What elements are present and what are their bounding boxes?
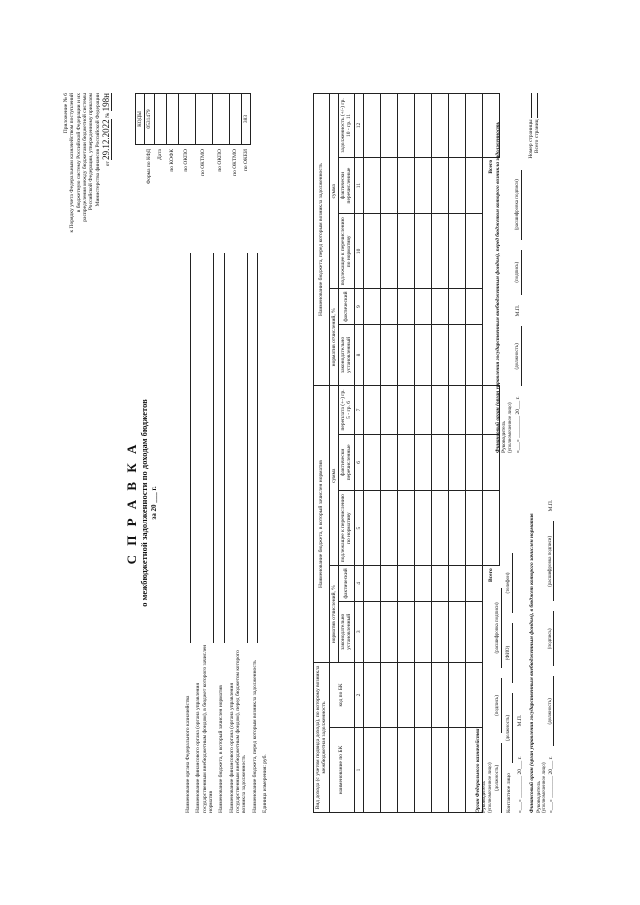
header-cell: законодательно установленный [338, 601, 354, 662]
signature-field[interactable]: (подпись) [515, 249, 522, 294]
column-number: 3 [354, 601, 363, 662]
table-cell[interactable] [448, 93, 465, 157]
header-cell: фактически перечисленные [338, 434, 354, 490]
contact-label: Контактное лицо [506, 772, 513, 813]
table-cell[interactable] [363, 662, 380, 727]
org-finance-1: Финансовый орган (орган управления государственным внебюджетным фондом), в бюджет которого зачислен норматив [529, 512, 536, 813]
table-cell[interactable] [448, 662, 465, 727]
table-cell[interactable] [414, 213, 431, 288]
table-cell[interactable] [363, 385, 380, 433]
column-number: 1 [354, 727, 363, 812]
code-cell[interactable] [229, 93, 241, 144]
field-input[interactable] [229, 253, 248, 643]
page-total-label: Всего страниц [534, 118, 541, 153]
table-cell[interactable] [380, 93, 397, 157]
table-cell[interactable] [363, 727, 380, 812]
header-cell: норматив отчислений, % [329, 565, 338, 662]
table-cell[interactable] [414, 662, 431, 727]
header-cell: подлежащее к перечислению по нормативу [338, 490, 354, 565]
codes-label: по КОФК [168, 148, 175, 172]
head-label: Руководитель [535, 780, 542, 813]
table-cell[interactable] [448, 213, 465, 288]
code-cell[interactable] [195, 93, 212, 144]
header-cell: сумма [329, 93, 338, 288]
table-cell[interactable] [431, 601, 448, 662]
table-cell[interactable] [448, 324, 465, 385]
rotated-form [55, 53, 585, 853]
field-label: Наименование бюджета, в который зачислен норматив [218, 684, 225, 813]
table-cell[interactable] [397, 213, 414, 288]
table-cell[interactable] [448, 385, 465, 433]
codes-label: по ОКПО [183, 148, 190, 172]
debt-table [313, 93, 500, 813]
header-cell: сумма [329, 385, 338, 565]
field-input[interactable] [252, 253, 258, 643]
codes-label: по ОКТМО [231, 148, 238, 176]
table-cell[interactable] [414, 565, 431, 600]
page-num-label: Номер страницы [528, 118, 535, 159]
head-label: Руководитель [501, 420, 508, 453]
table-cell[interactable] [397, 157, 414, 213]
appendix-line: Российской Федерации, утвержденному приказом [88, 92, 95, 210]
column-number: 4 [354, 565, 363, 600]
table-cell[interactable] [448, 601, 465, 662]
table-cell[interactable] [380, 727, 397, 812]
column-number: 9 [354, 288, 363, 323]
table-cell[interactable] [414, 93, 431, 157]
appendix-date: 29.12.2022 [100, 118, 111, 160]
table-cell[interactable] [431, 157, 448, 213]
header-cell: Наименование бюджета, в который зачислен норматив [314, 385, 330, 662]
date-field[interactable]: «___» ________ 20___ г. [547, 755, 554, 813]
table-cell[interactable] [448, 565, 465, 600]
table-cell[interactable] [414, 601, 431, 662]
table-cell[interactable] [380, 662, 397, 727]
table-cell[interactable] [448, 157, 465, 213]
date-field[interactable]: «___» ________ 20___ г. [516, 755, 523, 813]
decode-field[interactable]: (расшифровка подписи) [495, 588, 502, 668]
table-cell[interactable] [397, 288, 414, 323]
table-cell[interactable] [363, 157, 380, 213]
column-number: 2 [354, 662, 363, 727]
table-cell[interactable] [431, 490, 448, 565]
header-cell: Наименование бюджета, перед которым возникла задолженность [314, 93, 330, 385]
table-cell[interactable] [380, 601, 397, 662]
mp-stamp: М.П. [516, 714, 523, 726]
header-cell: Вид дохода (с учетом подвида дохода), по которому возникла межбюджетная задолженность [314, 662, 330, 812]
document-period: за 20 ___ г. [149, 485, 158, 520]
table-cell[interactable] [414, 288, 431, 323]
header-cell: фактически перечисленные [338, 157, 354, 213]
table-cell[interactable] [431, 324, 448, 385]
mp-stamp: М.П. [547, 499, 554, 511]
table-cell[interactable] [397, 662, 414, 727]
field-label: Наименование органа Федерального казначейства [185, 695, 191, 813]
fio-field[interactable]: (ФИО) [506, 623, 513, 683]
table-cell[interactable] [414, 727, 431, 812]
table-cell[interactable] [431, 727, 448, 812]
table-cell[interactable] [363, 490, 380, 565]
decode-field[interactable]: (расшифровка подписи) [548, 521, 555, 601]
mp-stamp: М.П. [515, 304, 522, 316]
title-block [125, 313, 158, 693]
page-total-field[interactable] [537, 93, 538, 118]
signatures-right [495, 93, 541, 453]
table-cell[interactable] [380, 385, 397, 433]
table-cell[interactable] [397, 385, 414, 433]
table-row [380, 93, 397, 812]
table-cell[interactable] [363, 93, 380, 157]
sign-line [548, 93, 555, 813]
table-cell[interactable] [431, 213, 448, 288]
table-row [431, 93, 448, 812]
table-cell[interactable] [397, 324, 414, 385]
head-sub: (уполномоченное лицо) [507, 401, 513, 453]
code-cell[interactable] [166, 93, 178, 144]
position-field[interactable]: (должность) [506, 693, 513, 763]
appendix-line: распределения между бюджетами бюджетной системы [81, 92, 88, 222]
total-label: Всего [487, 567, 494, 582]
table-cell[interactable] [414, 434, 431, 490]
header-cell: норматив отчислений, % [329, 288, 338, 385]
decode-field[interactable]: (расшифровка подписи) [515, 169, 522, 239]
head-sub: (уполномоченное лицо) [487, 761, 493, 813]
table-cell[interactable] [363, 324, 380, 385]
table-cell[interactable] [397, 93, 414, 157]
date-field[interactable]: «___» ________ 20___ г. [515, 395, 522, 453]
header-cell: фактический [338, 565, 354, 600]
table-cell[interactable] [380, 213, 397, 288]
codes-table [135, 93, 251, 185]
field-input[interactable] [218, 253, 224, 643]
table-cell[interactable] [414, 157, 431, 213]
codes-label: Форма по КФД [146, 148, 153, 184]
table-cell[interactable] [448, 434, 465, 490]
column-number: 11 [354, 157, 363, 213]
appendix-number: 198н [100, 92, 111, 111]
appendix-header [63, 93, 111, 353]
table-row [448, 93, 465, 812]
table-cell[interactable] [431, 662, 448, 727]
header-cell: переплата (+-) гр. 5 - гр. 6 [338, 385, 354, 433]
table-cell[interactable] [431, 385, 448, 433]
number-prefix: № [104, 112, 111, 118]
document-subtitle: о межбюджетной задолженности по доходам бюджетов [138, 398, 149, 607]
code-cell[interactable] [178, 93, 195, 144]
org-federal-treasury: Орган Федерального казначейства [475, 728, 481, 813]
page-num-field[interactable] [531, 93, 532, 118]
phone-field[interactable]: (телефон) [506, 553, 513, 613]
table-cell[interactable] [380, 324, 397, 385]
table-cell[interactable] [380, 434, 397, 490]
table-row [414, 93, 431, 812]
codes-header: КОДЫ [136, 93, 145, 144]
table-cell[interactable] [397, 601, 414, 662]
field-labels [185, 253, 268, 813]
codes-label: Дата [156, 148, 163, 160]
signature-field[interactable]: (подпись) [548, 611, 555, 666]
table-cell[interactable] [414, 385, 431, 433]
table-cell[interactable] [397, 727, 414, 812]
table-cell[interactable] [397, 565, 414, 600]
table-cell[interactable] [363, 213, 380, 288]
table-cell[interactable] [397, 490, 414, 565]
codes-label: по ОКТМО [200, 148, 207, 176]
appendix-line: к Порядку учета Федеральным казначейством поступлений [69, 92, 76, 232]
table-row [363, 93, 380, 812]
table-cell[interactable] [380, 490, 397, 565]
field-label: Наименование финансового органа (органа управления государственным внебюджетным фондом), перед бюджетом которого возникла задолженность [228, 649, 248, 813]
table-cell[interactable] [363, 565, 380, 600]
position-field[interactable]: (должность) [495, 743, 502, 813]
org-finance-2: Финансовый орган (орган управления государственным внебюджетным фондом), перед бюджетом которого возникла задолженность [495, 121, 501, 453]
field-input[interactable] [185, 253, 191, 643]
column-number: 7 [354, 385, 363, 433]
page-count [528, 93, 541, 453]
table-cell[interactable] [431, 93, 448, 157]
appendix-line: Министерства финансов Российской Федерации [94, 92, 101, 206]
table-cell[interactable] [380, 565, 397, 600]
head-sub: (уполномоченное лицо) [541, 761, 547, 813]
code-cell[interactable] [212, 93, 229, 144]
table-cell[interactable] [380, 157, 397, 213]
header-cell: наименование по БК [329, 727, 354, 812]
field-label: Единица измерения: руб. [261, 753, 268, 813]
field-label: Наименование финансового органа (органа управления государственным внебюджетным фондом), в бюджет которого зачислен норматив [195, 644, 214, 813]
position-field[interactable]: (должность) [548, 676, 555, 746]
table-cell[interactable] [431, 288, 448, 323]
table-cell[interactable] [363, 601, 380, 662]
appendix-line: Приложение № 6 [63, 92, 69, 133]
signature-field[interactable]: (подпись) [495, 678, 502, 733]
form-code: 0531479 [145, 93, 154, 144]
table-cell[interactable] [448, 490, 465, 565]
table-cell[interactable] [431, 565, 448, 600]
table-cell[interactable] [363, 288, 380, 323]
header-cell: фактический [338, 288, 354, 323]
codes-label: по ОКЕИ [242, 148, 249, 171]
table-row [397, 93, 414, 812]
position-field[interactable]: (должность) [515, 326, 522, 386]
header-cell: задолженность (+/-) гр. 10 - гр. 11 [338, 93, 354, 157]
table-cell[interactable] [448, 288, 465, 323]
column-number: 6 [354, 434, 363, 490]
head-label: Руководитель [481, 780, 488, 813]
column-number: 5 [354, 490, 363, 565]
header-cell: подлежащее к перечислению по нормативу [338, 213, 354, 288]
codes-label: по ОКПО [217, 148, 224, 172]
total-label: Всего [487, 159, 494, 174]
appendix-date-line [101, 93, 111, 353]
document-title: С П Р А В К А [124, 441, 139, 564]
table-cell[interactable] [397, 434, 414, 490]
header-cell: законодательно установленный [338, 324, 354, 385]
okei-code: 383 [241, 93, 250, 144]
code-cell[interactable] [154, 93, 166, 144]
column-number: 12 [354, 93, 363, 157]
table-cell[interactable] [448, 727, 465, 812]
sign-line [515, 93, 522, 453]
table-cell[interactable] [431, 434, 448, 490]
field-input[interactable] [195, 253, 214, 643]
field-label: Наименование бюджета, перед которым возникла задолженность [251, 659, 258, 813]
date-prefix: от [104, 160, 111, 166]
table-cell[interactable] [363, 434, 380, 490]
table-cell[interactable] [414, 490, 431, 565]
column-number: 8 [354, 324, 363, 385]
table-cell[interactable] [380, 288, 397, 323]
header-cell: код по БК [329, 662, 354, 727]
appendix-line: в бюджетную систему Российской Федерации и их [75, 92, 82, 212]
column-number: 10 [354, 213, 363, 288]
table-cell[interactable] [414, 324, 431, 385]
